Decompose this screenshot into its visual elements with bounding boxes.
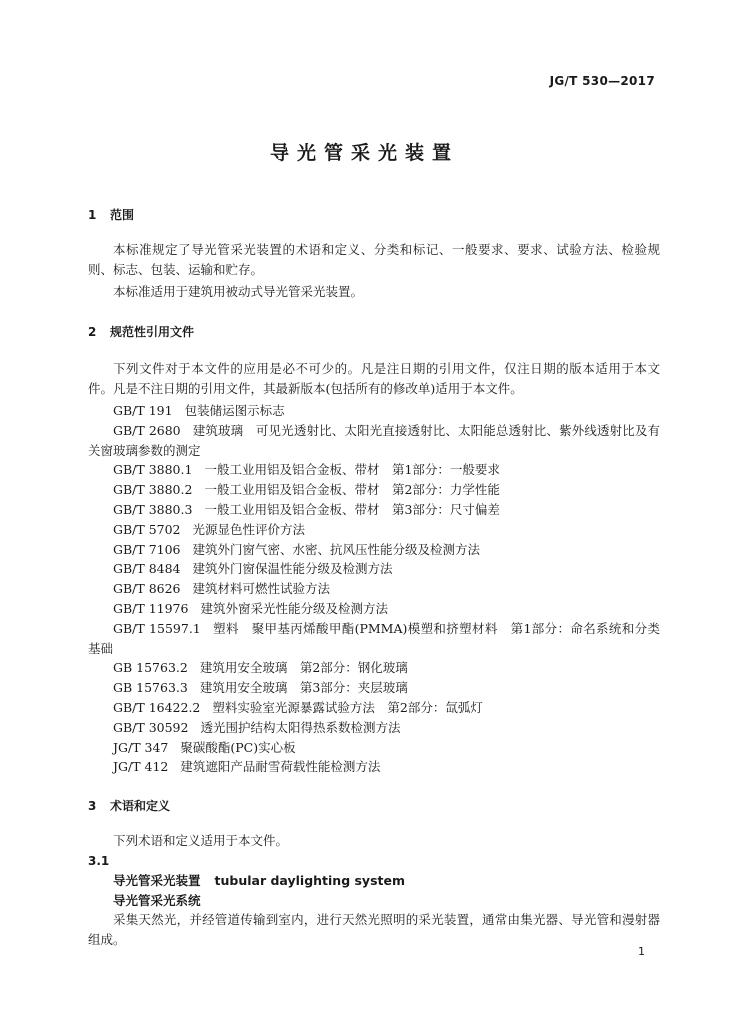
term-alternative: 导光管采光系统: [113, 893, 201, 908]
reference-title: 一般工业用铝及铝合金板、带材 第2部分：力学性能: [204, 482, 500, 498]
reference-item: [88, 599, 660, 619]
reference-item: [88, 401, 660, 421]
reference-title: 建筑外门窗保温性能分级及检测方法: [192, 561, 393, 577]
reference-item: [88, 540, 660, 560]
reference-item: [88, 500, 660, 520]
term-heading: [113, 871, 405, 889]
reference-item: [88, 678, 660, 698]
reference-item: [88, 757, 660, 777]
reference-code: GB/T 7106: [113, 541, 181, 557]
reference-code: GB/T 5702: [113, 521, 181, 537]
section-number: 2: [88, 325, 97, 339]
section-number: 3: [88, 799, 97, 813]
reference-code: GB/T 2680: [113, 422, 181, 438]
reference-code: GB/T 3880.2: [113, 482, 193, 498]
reference-item: [88, 421, 660, 461]
reference-title: 建筑外门窗气密、水密、抗风压性能分级及检测方法: [192, 541, 481, 557]
reference-item: [88, 559, 660, 579]
terms-intro: 下列术语和定义适用于本文件。: [113, 833, 289, 848]
reference-item: [88, 460, 660, 480]
reference-code: GB 15763.2: [113, 660, 188, 676]
reference-code: GB/T 8484: [113, 561, 181, 577]
reference-code: GB/T 8626: [113, 581, 181, 597]
reference-item: [88, 698, 660, 718]
page-number: 1: [638, 945, 645, 958]
standard-code: JG/T 530—2017: [549, 74, 655, 88]
reference-code: GB/T 30592: [113, 719, 189, 735]
reference-item: [88, 520, 660, 540]
term-entry-number: 3.1: [88, 854, 110, 868]
reference-title: 建筑材料可燃性试验方法: [192, 581, 331, 597]
reference-code: GB/T 191: [113, 403, 173, 418]
reference-title: 一般工业用铝及铝合金板、带材 第1部分：一般要求: [204, 462, 500, 478]
reference-code: GB/T 11976: [113, 600, 189, 616]
reference-item: [88, 718, 660, 738]
section-title: 范围: [110, 208, 135, 222]
section-3-heading: [88, 797, 170, 814]
reference-title: 透光围护结构太阳得热系数检测方法: [200, 719, 401, 735]
reference-code: GB/T 15597.1: [113, 620, 201, 636]
reference-code: JG/T 347: [113, 739, 169, 755]
scope-paragraph-1: 本标准规定了导光管采光装置的术语和定义、分类和标记、一般要求、要求、试验方法、检验规则、标志、包装、运输和贮存。: [88, 242, 660, 277]
reference-item: [88, 658, 660, 678]
reference-list: [88, 401, 660, 777]
reference-item: [88, 738, 660, 758]
document-title: 导光管采光装置: [269, 142, 459, 164]
reference-title: 包装储运图示标志: [184, 403, 285, 418]
reference-title: 塑料 聚甲基丙烯酸甲酯(PMMA)模塑和挤塑材料 第1部分：命名系统和分类基础: [88, 620, 660, 656]
reference-code: GB/T 16422.2: [113, 699, 201, 715]
normative-intro: 下列文件对于本文件的应用是必不可少的。凡是注日期的引用文件，仅注日期的版本适用于本文件。凡是不注日期的引用文件，其最新版本(包括所有的修改单)适用于本文件。: [88, 361, 660, 396]
reference-title: 建筑玻璃 可见光透射比、太阳光直接透射比、太阳能总透射比、紫外线透射比及有关窗玻璃参数的测定: [88, 422, 660, 458]
reference-title: 建筑用安全玻璃 第2部分：钢化玻璃: [199, 660, 408, 676]
reference-title: 一般工业用铝及铝合金板、带材 第3部分：尺寸偏差: [204, 501, 500, 517]
reference-title: 聚碳酸酯(PC)实心板: [180, 739, 296, 755]
reference-title: 塑料实验室光源暴露试验方法 第2部分：氙弧灯: [212, 699, 483, 715]
reference-code: JG/T 412: [113, 759, 169, 775]
reference-code: GB/T 3880.3: [113, 501, 193, 517]
reference-item: [88, 579, 660, 599]
section-number: 1: [88, 208, 97, 222]
section-2-heading: [88, 323, 194, 340]
term-chinese: 导光管采光装置: [113, 873, 201, 888]
term-definition: 采集天然光，并经管道传输到室内，进行天然光照明的采光装置，通常由集光器、导光管和漫射器组成。: [88, 912, 660, 947]
reference-title: 光源显色性评价方法: [192, 521, 306, 537]
reference-code: GB/T 3880.1: [113, 462, 193, 478]
scope-paragraph-2: 本标准适用于建筑用被动式导光管采光装置。: [113, 284, 364, 299]
section-title: 术语和定义: [110, 799, 171, 813]
reference-title: 建筑外窗采光性能分级及检测方法: [200, 600, 388, 616]
section-1-heading: [88, 206, 134, 223]
reference-code: GB 15763.3: [113, 680, 188, 696]
reference-title: 建筑用安全玻璃 第3部分：夹层玻璃: [199, 680, 408, 696]
reference-title: 建筑遮阳产品耐雪荷载性能检测方法: [180, 759, 381, 775]
section-title: 规范性引用文件: [110, 325, 195, 339]
reference-item: [88, 619, 660, 659]
term-english: tubular daylighting system: [214, 873, 406, 888]
reference-item: [88, 480, 660, 500]
